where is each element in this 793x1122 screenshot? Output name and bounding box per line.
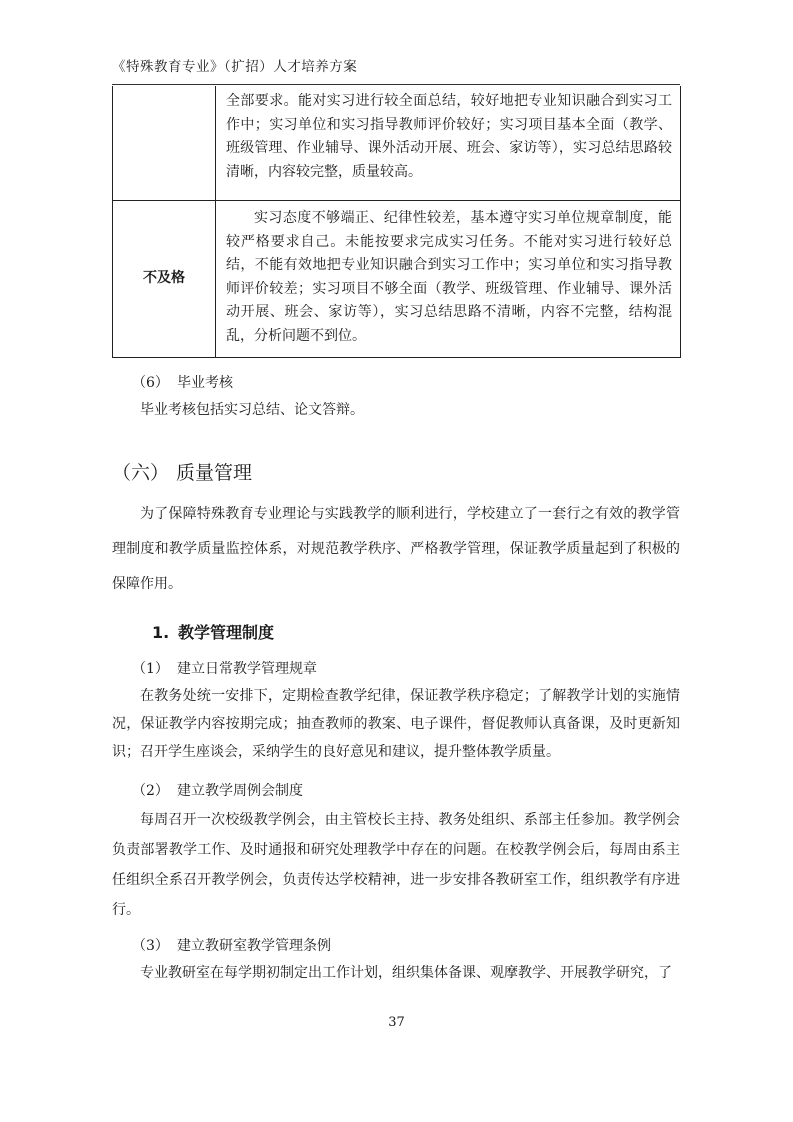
section-number: （六） <box>112 462 170 484</box>
item-title: 建立日常教学管理规章 <box>177 661 317 677</box>
item-title: 建立教学周例会制度 <box>177 783 303 799</box>
paragraph: 在教务处统一安排下，定期检查教学纪律，保证教学秩序稳定；了解教学计划的实施情况，保证教学内容按期完成；抽查教师的教案、电子课件，督促教师认真备课，及时更新知识；召开学生座谈会，采纳学生的良好意见和建议，提升整体教学质量。 <box>112 688 680 760</box>
evaluation-table <box>112 86 681 358</box>
subsection-heading <box>152 620 274 643</box>
section-title: 质量管理 <box>176 462 253 484</box>
criteria-cell: 实习态度不够端正、纪律性较差，基本遵守实习单位规章制度，能较严格要求自己。未能按要求完成实习任务。不能对实习进行较好总结，不能有效地把专业知识融合到实习工作中；实习单位和实习指导教师评价较差；实习项目不够全面（教学、班级管理、作业辅导、课外活动开展、班会、家访等），实习总结思路不清晰，内容不完整，结构混乱，分析问题不到位。 <box>216 201 681 358</box>
item-number: （2） <box>132 783 169 799</box>
table-row <box>113 86 681 201</box>
header-divider <box>112 84 680 85</box>
criteria-cell: 全部要求。能对实习进行较全面总结，较好地把专业知识融合到实习工作中；实习单位和实习指导教师评价较好；实习项目基本全面（教学、班级管理、作业辅导、课外活动开展、班会、家访等），实习总结思路较清晰，内容较完整，质量较高。 <box>216 86 681 201</box>
item-heading <box>132 935 331 955</box>
page-number: 37 <box>388 1015 405 1030</box>
item-number: （1） <box>132 661 169 677</box>
item-title: 毕业考核 <box>177 375 233 391</box>
header-title: 《特殊教育专业》（扩招）人才培养方案 <box>112 59 358 75</box>
section-heading <box>112 458 252 485</box>
subsection-title: 教学管理制度 <box>178 623 275 642</box>
subsection-number: 1. <box>152 623 170 642</box>
item-title: 建立教研室教学管理条例 <box>177 938 331 954</box>
paragraph: 专业教研室在每学期初制定出工作计划，组织集体备课、观摩教学、开展教学研究，了 <box>140 965 672 981</box>
paragraph: 为了保障特殊教育专业理论与实践教学的顺利进行，学校建立了一套行之有效的教学管理制度和教学质量监控体系，对规范教学秩序、严格教学管理，保证教学质量起到了积极的保障作用。 <box>112 506 680 592</box>
item-heading <box>132 372 233 392</box>
grade-cell <box>113 86 216 201</box>
grade-cell: 不及格 <box>113 201 216 358</box>
table-row <box>113 201 681 358</box>
paragraph: 每周召开一次校级教学例会，由主管校长主持、教务处组织、系部主任参加。教学例会负责部署教学工作、及时通报和研究处理教学中存在的问题。在校教学例会后，每周由系主任组织全系召开教学例会，负责传达学校精神，进一步安排各教研室工作，组织教学有序进行。 <box>112 812 680 918</box>
item-heading <box>132 658 317 678</box>
item-heading <box>132 780 303 800</box>
item-number: （3） <box>132 938 169 954</box>
item-number: （6） <box>132 375 169 391</box>
paragraph: 毕业考核包括实习总结、论文答辩。 <box>140 402 364 418</box>
